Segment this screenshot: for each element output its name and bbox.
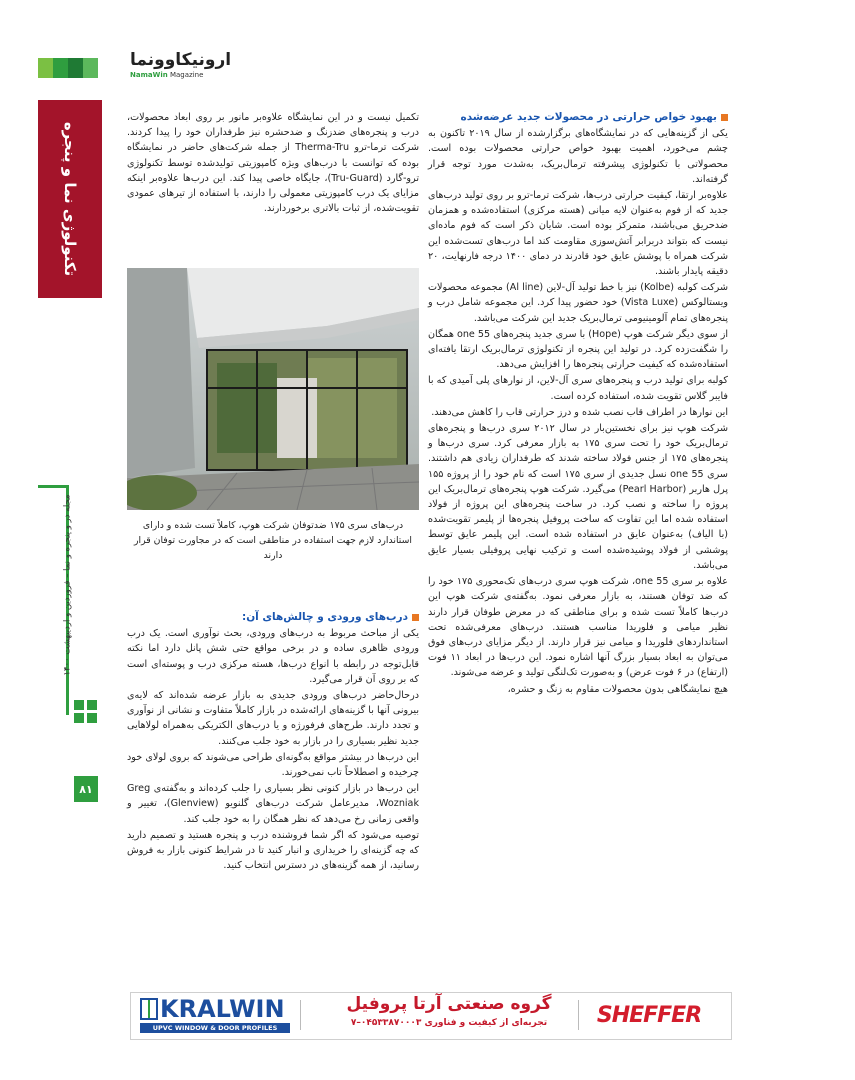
paragraph: توصیه می‌شود که اگر شما فروشنده درب و پنجره هستید و تصمیم دارید که چه گزینه‌ای را خریداری و انبار کنید تا در شرایط کنونی بازار به فروش رسانید، از همه گزینه‌های در دسترس انتخاب کنید. [127, 829, 419, 872]
ad-divider [578, 1000, 579, 1030]
paragraph: این درب‌ها در بازار کنونی نظر بسیاری را جلب کرده‌اند و به‌گفته‌ی Greg Wozniak، مدیرعامل شرکت درب‌های گلنویو (Glenview)، تغییر و واقعی زمانی رخ می‌دهد که نظر همگان را به خود جلب کند. [127, 783, 419, 825]
magazine-logo: ارونیکاوونما [130, 50, 232, 70]
issue-line-wrap [56, 494, 80, 676]
paragraph: از سوی دیگر شرکت هوپ (Hope) با سری جدید پنجره‌های 55 one همگان را شگفت‌زده کرد. در تولید این پنجره از تکنولوژی ترمال‌بریک ارتقا یافته‌ای استفاده‌شده که کیفیت حرارتی پنجره‌ها را افزایش می‌دهد. [428, 328, 728, 371]
sheffer-logo: SHEFFER [596, 1002, 702, 1028]
paragraph: هیچ نمایشگاهی بدون محصولات مقاوم به زنگ و حشره، [507, 683, 728, 695]
ad-divider [300, 1000, 301, 1030]
photo-caption: درب‌های سری ۱۷۵ ضدتوفان شرکت هوپ، کاملاً تست شده و دارای استاندارد لازم جهت استفاده در مناطقی است که در مجاورت توفان قرار دارند [134, 520, 412, 561]
ad-company-title: گروه صنعتی آرتا پروفیل [346, 994, 552, 1014]
magazine-logo-sub: NamaWin Magazine [130, 71, 204, 79]
paragraph: این نوارها در اطراف قاب نصب شده و درز حرارتی قاب را کاهش می‌دهند. [431, 406, 728, 418]
section-tab-label-wrap [38, 100, 102, 298]
issue-line: مجله در و پنجره و نما – فروردین و اردیبهشت ۱۴۰۰ [63, 494, 74, 676]
article-column-left-bottom [127, 610, 419, 874]
masthead-color-bar [38, 58, 98, 78]
paragraph: درحال‌حاضر درب‌های ورودی جدیدی به بازار عرضه شده‌اند که لایه‌ی بیرونی آنها با گزینه‌های ارائه‌شده در بازار کاملاً متفاوت و نشانی از نوآوری و تجدد دارند. طرح‌های فرفورژه و یا درب‌های الکتریکی به‌همراه لولاهایی جدید نظیر بسیاری را در بازار به خود جلب می‌کنند. [127, 690, 419, 747]
article-photo-hope-door [127, 268, 419, 510]
kralwin-window-icon [140, 998, 158, 1020]
paragraph: این درب‌ها در بیشتر مواقع به‌گونه‌ای طراحی می‌شوند که بروی لولای خود چرخیده و اصطلاحاً تاب‌ نمی‌خورند. [127, 751, 419, 779]
section-heading-entry-doors: درب‌های ورودی و چالش‌های آن: [127, 610, 419, 625]
page-number: ۸۱ [74, 776, 98, 802]
paragraph: یکی از مباحث مربوط به درب‌های ورودی، بحث نوآوری است. یک درب ورودی ظاهری ساده و در برخی مواقع حتی شش پانل دارد اما نکته قابل‌توجه در رابطه با انواع درب‌ها، هسته مرکزی درب و پوسته‌ای است که بر روی آن قرار می‌گیرد. [127, 628, 419, 685]
section-heading-thermal: بهبود خواص حرارتی در محصولات جدید عرضه‌شده [428, 110, 728, 125]
article-column-right [428, 110, 728, 698]
kralwin-logo: KRALWIN [160, 995, 285, 1023]
magazine-mark-icon [74, 700, 98, 724]
ad-tagline: تجربه‌ای از کیفیت و فناوری ۰۴۵۳۳۸۷۰۰۰۳–۷ [350, 1018, 548, 1028]
kralwin-tagline: UPVC WINDOW & DOOR PROFILES [140, 1023, 290, 1033]
paragraph: تکمیل نیست و در این نمایشگاه علاوه‌بر مانور بر روی ابعاد محصولات، درب و پنجره‌های ضدزنگ و ضدحشره نیز طرفداران خود را پیدا کردند. شرکت ترما-ترو Therma-Tru از جمله شرکت‌های حاضر در نمایشگاه بوده که توانست با درب‌های ویژه کامپوزیتی تولیدشده توسط تکنولوژی ترو-گارد (Tru-Guard)، جایگاه خاصی پیدا کند. این درب‌ها علاوه‌بر اینکه مزایای یک درب کامپوزیتی معمولی را دارند، با استفاده از تیرهای عمودی تقویت‌شده، از ثبات بالاتری برخوردارند. [127, 112, 420, 215]
rail-accent-line [38, 485, 68, 488]
paragraph: شرکت هوپ نیز برای نخستین‌بار در سال ۲۰۱۲ سری درب‌ها و پنجره‌های ترمال‌بریک خود را تحت سری ۱۷۵ به بازار معرفی کرد. سری درب‌ها و پنجره‌های ۱۷۵ از جنس فولاد ساخته شدند که طرفداران زیادی هم داشتند. سری 55 one نسل جدیدی از سری ۱۷۵ است که نام خود را از پروژه ۱۵۵ پرل هاربر (Pearl Harbor) می‌گیرد. شرکت هوپ پنجره‌های ترمال‌بریک این پروژه را ساخته و نصب کرد. در ساخت پنجره‌های این پروژه از فولاد استفاده شده اما این تفاوت که ساخت پروفیل پنجره‌ها از پلیمر تقویت‌شده (با الیاف) به‌عنوان عایق در استفاده شده است. این پلیمر عایق توسط پوششی از فولاد پوشیده‌شده است و ترکیب نهایی پروفیلی بسیار عایق می‌باشد. [428, 423, 729, 571]
paragraph: علاوه بر سری 55 one، شرکت هوپ سری درب‌های تک‌محوری ۱۷۵ خود را که ضد توفان هستند، به بازار معرفی نمود. به‌گفته‌ی شرکت هوپ این درب‌ها کاملاً تست شده و برای مناطقی که در معرض طوفان قرار دارند نظیر میامی و فلوریدا مناسب هستند. درب‌های معرفی‌شده تحت استانداردهای فلوریدا و میامی نیز قرار دارند. از دیگر مزایای درب‌های فوق می‌توان به ابعاد بسیار بزرگ آنها اشاره نمود. این درب‌ها در ابعاد ۱۱ فوت (ارتفاع) در ۶ فوت عرض) و به‌صورت تک‌لنگی تولید و عرضه می‌شوند. [428, 576, 729, 679]
paragraph: شرکت کولبه (Kolbe) نیز با خط تولید آل-لاین (Al line) مجموعه محصولات ویستالوکس (Vista Luxe) خود حضور پیدا کرد. این مجموعه شامل درب و پنجره‌های تمام آلومینیومی ترمال‌بریک جدید این شرکت می‌باشد. [428, 282, 729, 324]
paragraph: کولبه برای تولید درب و پنجره‌های سری آل-لاین، از نوارهای پلی آمیدی که با فایبر گلاس تقویت شده، استفاده کرده است. [428, 375, 728, 402]
section-tab-label: تکنولوژی نما و پنجره [61, 121, 79, 277]
paragraph: یکی از گزینه‌هایی که در نمایشگاه‌های برگزارشده از سال ۲۰۱۹ تاکنون به چشم می‌خورد، اهمیت بهبود خواص حرارتی محصولات بوده است. محصولاتی با تکنولوژی پیشرفته ترمال‌بریک، به‌شدت مورد توجه قرار گرفته‌اند. [428, 128, 728, 185]
paragraph: علاوه‌بر ارتقا، کیفیت حرارتی درب‌ها، شرکت ترما-ترو بر روی تولید درب‌های جدید که از فوم به‌عنوان لایه میانی (هسته مرکزی) استفاده‌شده و همزمان ضدحریق می‌باشند، متمرکز بوده است. شایان ذکر است که فوم ماده‌ای نیست که بتواند دربرابر آتش‌سوزی مقاومت کند اما درب‌های تست‌شده این شرکت همراه با پوشش عایق خود قادرند در دمای ۱۴۰۰ درجه فارنهایت، ۲۰ دقیقه پایدار باشند. [428, 190, 728, 278]
article-column-left-top [127, 110, 419, 217]
